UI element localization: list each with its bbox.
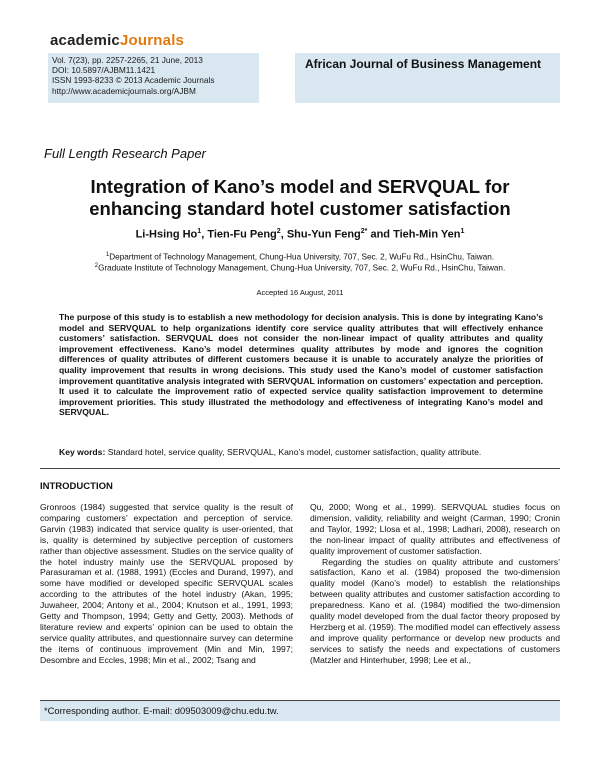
title-line-2: enhancing standard hotel customer satisfaction	[89, 198, 511, 219]
logo-part-journals: Journals	[119, 32, 185, 49]
abstract: The purpose of this study is to establish a new methodology for decision analysis. This is done by integrating Kano’s model and SERVQUAL to help organizations identify core service quality attributes that will effectively enhance customers’ satisfaction. SERVQUAL does not consider the non-linear impact of quality attributes and quality improvement effectiveness. Kano’s model determines quality attributes by mode and ignores the cognition differences of quality attributes of different customers because it is unable to accurately analyze the priorities of quality improvement that results in wrong decisions. This study used the Kano’s model of customer satisfaction improvement quantitative analysis integrated with SERVQUAL information on customers’ expectation and perception. It used it to calculate the improvement ratio of expected service quality satisfaction improvement to determine improvement priorities. This study illustrated the methodology and effectiveness of integrating Kano’s model and SERVQUAL.	[59, 312, 543, 418]
author-name: Tieh-Min Yen	[393, 228, 461, 241]
keywords	[59, 447, 543, 458]
introduction-heading: INTRODUCTION	[40, 481, 113, 492]
author-affiliation-mark: 1	[197, 228, 202, 235]
author-list	[40, 228, 560, 241]
affiliation-mark: 2	[94, 263, 99, 269]
paragraph: Gronroos (1984) suggested that service quality is the result of comparing customers’ expectation and perception of service. Garvin (1983) indicated that service quality is user-oriented, that is, quality is determined by subjective perception of customers rather than objective assessment. Studies on the service quality of the hotel industry mainly use the SERVQUAL proposed by Parasuraman et al. (1988, 1991) (Eccles and Durand, 1997), and some have modified or developed specific SERVQUAL scales according to the attributes of the hotel industry (Akan, 1995; Juwaheer, 2004; Antony et al., 2004; Knutson et al., 1991, 1993; Getty and Thompson, 1994; Getty and Getty, 2003). Methods of literature review and experts’ opinion can be used to obtain the service quality attributes, and questionnaire survey can determine the items of continuous improvement (Min and Min, 1997; Desombre and Eccles, 1998; Min et al., 2002; Tsang and	[40, 502, 293, 665]
affiliation-1	[40, 252, 560, 262]
body-column-left	[40, 502, 293, 666]
issn-line: ISSN 1993-8233 © 2013 Academic Journals	[52, 75, 215, 86]
section-divider	[40, 468, 560, 469]
author-name: Tien-Fu Peng	[207, 228, 277, 241]
author-affiliation-mark: 2*	[360, 228, 368, 235]
accepted-date: Accepted 16 August, 2011	[256, 288, 344, 297]
paragraph: Regarding the studies on quality attribute and customers’ satisfaction, Kano et al. (1984) proposed the two-dimension quality model (Kano’s model) to establish the relationships between quality attributes and customer satisfaction according to preparedness. Kano et al. (1984) modified the two-dimension quality model developed from the dual factor theory proposed by Herzberg et al. (1959). The modified model can effectively assess and improve quality performance or develop new products and services to satisfy the needs and expectations of customers (Matzler and Hinterhuber, 1998; Lee et al.,	[310, 556, 560, 665]
author-separator: and	[367, 228, 394, 241]
author-separator: ,	[280, 228, 287, 241]
journal-name: African Journal of Business Management	[305, 57, 542, 71]
doi-line: DOI: 10.5897/AJBM11.1421	[52, 65, 156, 76]
affiliation-text: Graduate Institute of Technology Management, Chung-Hua University, 707, Sec. 2, WuFu Rd., HsinChu, Taiwan.	[98, 263, 506, 273]
keywords-label: Key words:	[59, 447, 106, 457]
author-affiliation-mark: 1	[460, 228, 465, 235]
publication-info	[52, 55, 262, 96]
affiliation-2	[40, 263, 560, 273]
footnote-divider	[40, 700, 560, 701]
body-column-right	[310, 502, 560, 666]
keywords-text: Standard hotel, service quality, SERVQUAL, Kano’s model, customer satisfaction, quality attribute.	[107, 447, 482, 457]
paper-title	[40, 176, 560, 220]
author-name: Li-Hsing Ho	[135, 228, 198, 241]
title-line-1: Integration of Kano’s model and SERVQUAL for	[90, 176, 510, 197]
logo-part-academic: academic	[50, 32, 120, 49]
author-separator: ,	[201, 228, 208, 241]
volume-line: Vol. 7(23), pp. 2257-2265, 21 June, 2013	[52, 55, 203, 65]
author-name: Shu-Yun Feng	[286, 228, 361, 241]
journal-url-line[interactable]: http://www.academicjournals.org/AJBM	[52, 85, 196, 96]
paragraph: Qu, 2000; Wong et al., 1999). SERVQUAL studies focus on dimension, validity, reliability and weight (Carman, 1990; Cronin and Taylor, 1992; Llosa et al., 1998; Ladhari, 2008), research on the non-linear impact of quality attributes and effectiveness of quality improvement of customer satisfaction.	[310, 502, 560, 556]
affiliation-text: Department of Technology Management, Chung-Hua University, 707, Sec. 2, WuFu Rd., HsinChu, Taiwan.	[109, 252, 495, 262]
author-affiliation-mark: 2	[276, 228, 281, 235]
paper-type: Full Length Research Paper	[44, 146, 206, 161]
corresponding-author: *Corresponding author. E-mail: d09503009@chu.edu.tw.	[44, 705, 279, 716]
journal-logo	[50, 32, 184, 49]
affiliation-mark: 1	[105, 252, 110, 258]
